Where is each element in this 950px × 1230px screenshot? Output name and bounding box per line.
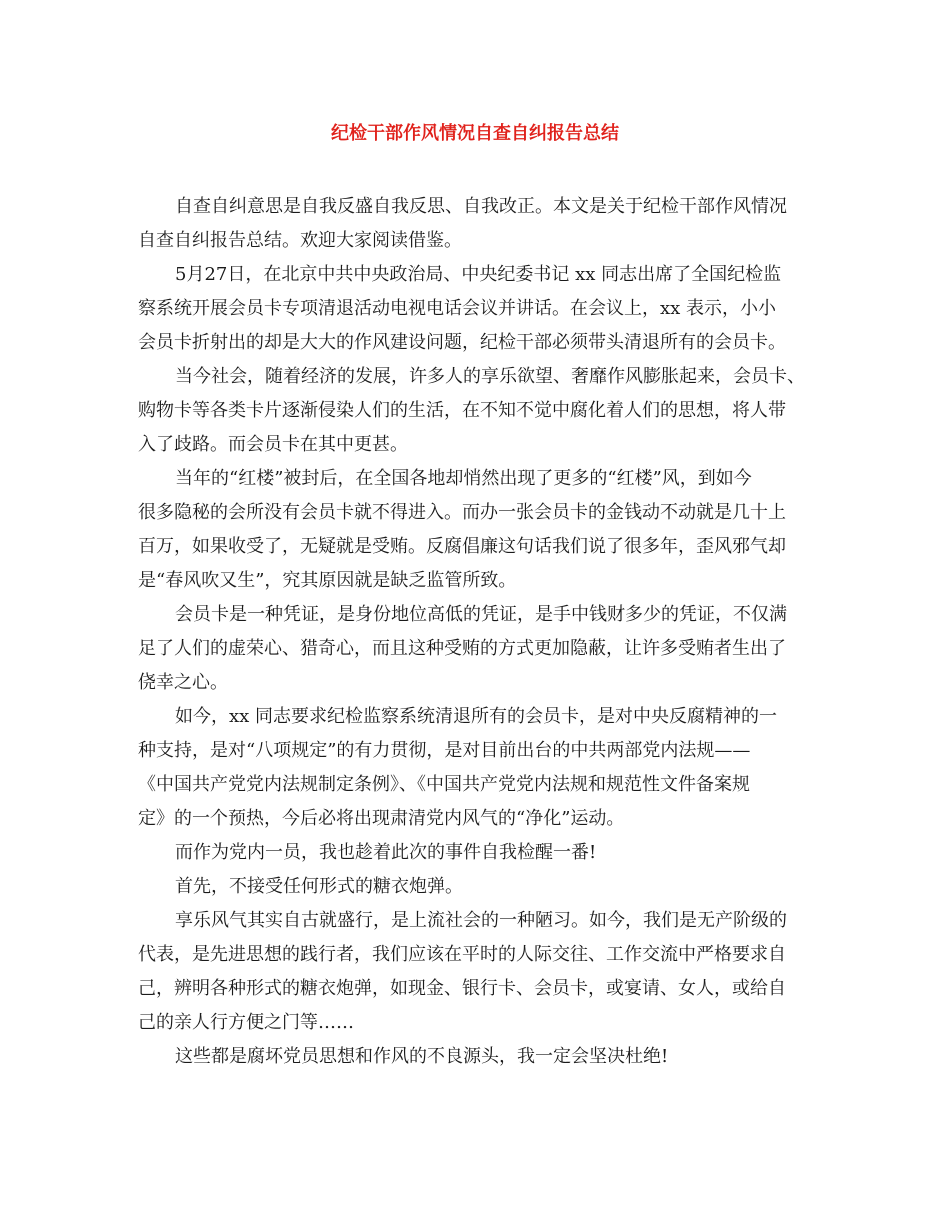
paragraph xyxy=(138,870,818,904)
paragraph-line: 5月27日，在北京中共中央政治局、中央纪委书记 xx 同志出席了全国纪检监 xyxy=(175,264,782,285)
paragraph-line: 察系统开展会员卡专项清退活动电视电话会议并讲话。在会议上，xx 表示，小小 xyxy=(138,298,777,319)
paragraph-line: 这些都是腐坏党员思想和作风的不良源头，我一定会坚决杜绝! xyxy=(175,1046,669,1067)
paragraph-line: 己，辨明各种形式的糖衣炮弹，如现金、银行卡、会员卡，或宴请、女人，或给自 xyxy=(138,978,786,999)
paragraph-line: 足了人们的虚荣心、猎奇心，而且这种受贿的方式更加隐蔽，让许多受贿者生出了 xyxy=(138,638,786,659)
paragraph xyxy=(138,700,818,836)
paragraph-line: 侥幸之心。 xyxy=(138,672,228,693)
paragraph xyxy=(138,258,818,360)
paragraph-line: 己的亲人行方便之门等…… xyxy=(138,1012,354,1033)
paragraph-line: 购物卡等各类卡片逐渐侵染人们的生活，在不知不觉中腐化着人们的思想，将人带 xyxy=(138,400,786,421)
paragraph xyxy=(138,360,818,462)
paragraph-line: 会员卡是一种凭证，是身份地位高低的凭证，是手中钱财多少的凭证，不仅满 xyxy=(175,604,787,625)
document-body xyxy=(138,190,818,1074)
paragraph-line: 如今，xx 同志要求纪检监察系统清退所有的会员卡，是对中央反腐精神的一 xyxy=(175,706,778,727)
paragraph-line: 自查自纠报告总结。欢迎大家阅读借鉴。 xyxy=(138,230,462,251)
paragraph-line: 是“春风吹又生”，究其原因就是缺乏监管所致。 xyxy=(138,570,517,591)
paragraph-line: 当年的“红楼”被封后，在全国各地却悄然出现了更多的“红楼”风，到如今 xyxy=(175,468,752,489)
document-title: 纪检干部作风情况自查自纠报告总结 xyxy=(331,123,619,144)
paragraph-line: 种支持，是对“八项规定”的有力贯彻，是对目前出台的中共两部党内法规—— xyxy=(138,740,751,761)
paragraph xyxy=(138,598,818,700)
paragraph xyxy=(138,462,818,598)
paragraph xyxy=(138,904,818,1040)
paragraph-line: 会员卡折射出的却是大大的作风建设问题，纪检干部必须带头清退所有的会员卡。 xyxy=(138,332,786,353)
paragraph xyxy=(138,1040,818,1074)
paragraph-line: 享乐风气其实自古就盛行，是上流社会的一种陋习。如今，我们是无产阶级的 xyxy=(175,910,787,931)
paragraph-line: 而作为党内一员，我也趁着此次的事件自我检醒一番! xyxy=(175,842,597,863)
paragraph xyxy=(138,190,818,258)
paragraph-line: 自查自纠意思是自我反盛自我反思、自我改正。本文是关于纪检干部作风情况 xyxy=(175,196,787,217)
paragraph xyxy=(138,836,818,870)
paragraph-line: 代表，是先进思想的践行者，我们应该在平时的人际交往、工作交流中严格要求自 xyxy=(138,944,786,965)
paragraph-line: 定》的一个预热，今后必将出现肃清党内风气的“净化”运动。 xyxy=(138,808,625,829)
paragraph-line: 很多隐秘的会所没有会员卡就不得进入。而办一张会员卡的金钱动不动就是几十上 xyxy=(138,502,786,523)
paragraph-line: 当今社会，随着经济的发展，许多人的享乐欲望、奢靡作风膨胀起来，会员卡、 xyxy=(175,366,805,387)
paragraph-line: 《中国共产党党内法规制定条例》、《中国共产党党内法规和规范性文件备案规 xyxy=(138,774,750,795)
paragraph-line: 首先，不接受任何形式的糖衣炮弹。 xyxy=(175,876,463,897)
paragraph-line: 入了歧路。而会员卡在其中更甚。 xyxy=(138,434,408,455)
paragraph-line: 百万，如果收受了，无疑就是受贿。反腐倡廉这句话我们说了很多年，歪风邪气却 xyxy=(138,536,786,557)
